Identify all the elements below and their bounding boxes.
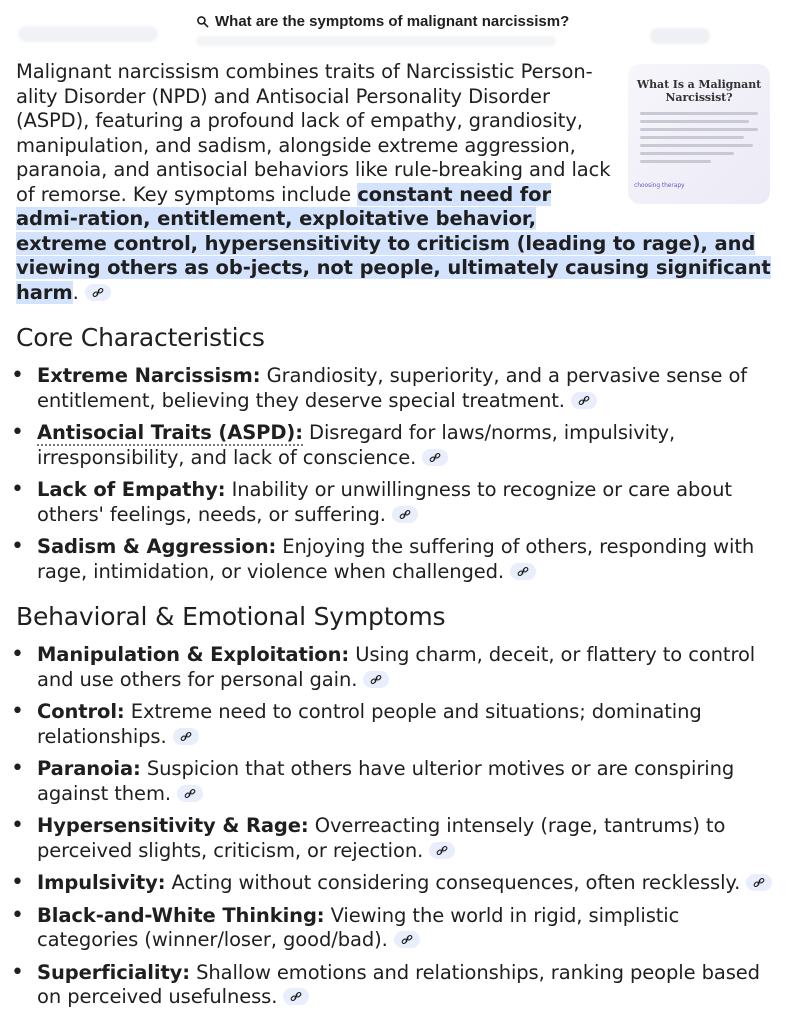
item-text: Viewing the world in rigid, simplistic categories (winner/loser, good/bad). <box>37 903 680 951</box>
item-term: Extreme Narcissism: <box>37 364 261 387</box>
section-heading-behavioral: Behavioral & Emotional Symptoms <box>16 602 446 631</box>
list-item <box>16 478 778 527</box>
item-text: Inability or unwillingness to recognize or care about others' feelings, needs, or suffering. <box>37 478 732 526</box>
list-item <box>16 757 778 806</box>
citation-link-icon[interactable] <box>394 931 420 948</box>
item-text: Using charm, deceit, or flattery to control and use others for personal gain. <box>37 643 756 691</box>
behavioral-list <box>16 643 778 1010</box>
item-term: Sadism & Aggression: <box>37 535 277 558</box>
item-text: Disregard for laws/norms, impulsivity, irresponsibility, and lack of conscience. <box>37 421 676 469</box>
list-item <box>16 961 778 1010</box>
list-item <box>16 904 778 953</box>
section-heading-core: Core Characteristics <box>16 323 265 352</box>
item-text: Extreme need to control people and situations; dominating relationships. <box>37 700 702 748</box>
citation-link-icon[interactable] <box>283 988 309 1005</box>
citation-link-icon[interactable] <box>363 671 389 688</box>
thumbnail-source: choosing therapy <box>634 181 685 189</box>
citation-link-icon[interactable] <box>429 842 455 859</box>
item-term: Impulsivity: <box>37 871 166 894</box>
item-text: Overreacting intensely (rage, tantrums) to perceived slights, criticism, or rejection. <box>37 814 726 862</box>
item-term-link[interactable]: Antisocial Traits (ASPD): <box>37 421 303 444</box>
item-term: Lack of Empathy: <box>37 478 226 501</box>
thumbnail-title: What Is a Malignant Narcissist? <box>636 78 762 104</box>
thumbnail-text-lines <box>640 112 758 163</box>
item-text: Suspicion that others have ulterior motives or are conspiring against them. <box>37 757 735 805</box>
item-term: Hypersensitivity & Rage: <box>37 814 309 837</box>
core-list <box>16 364 778 584</box>
list-item <box>16 535 778 584</box>
citation-link-icon[interactable] <box>173 728 199 745</box>
item-text: Shallow emotions and relationships, ranking people based on perceived usefulness. <box>37 960 760 1008</box>
list-item <box>16 871 778 896</box>
summary-text: Malignant narcissism combines traits of Narcissistic Person-ality Disorder (NPD) and Antisocial Personality Disorder (ASPD), featuring a profound lack of empathy, grandiosity, manipulation, and sadism, alongside extreme aggression, paranoia, and antisocial behaviors like rule-breaking and lack of remorse. Key symptoms include <box>16 60 611 206</box>
blurred-actions[interactable] <box>650 28 710 44</box>
top-bar <box>0 0 786 52</box>
summary-highlight: constant need for admi-ration, entitlement, exploitative behavior, extreme control, hypersensitivity to criticism (leading to rage), and viewing others as ob-jects, not people, ultimately causing significant harm <box>16 182 771 304</box>
citation-link-icon[interactable] <box>392 506 418 523</box>
citation-link-icon[interactable] <box>177 785 203 802</box>
search-query-text: What are the symptoms of malignant narcissism? <box>215 12 570 30</box>
item-text: Grandiosity, superiority, and a pervasive sense of entitlement, believing they deserve special treatment. <box>37 364 748 412</box>
item-term: Control: <box>37 700 125 723</box>
citation-link-icon[interactable] <box>746 874 772 891</box>
list-item <box>16 700 778 749</box>
item-term: Black-and-White Thinking: <box>37 903 325 927</box>
search-query[interactable] <box>196 10 569 32</box>
list-item <box>16 364 778 413</box>
list-item <box>16 814 778 863</box>
search-icon <box>196 15 209 28</box>
item-term: Paranoia: <box>37 757 141 780</box>
blurred-back-button[interactable] <box>18 26 158 42</box>
item-term: Superficiality: <box>37 960 190 984</box>
citation-link-icon[interactable] <box>85 284 111 301</box>
citation-link-icon[interactable] <box>571 392 597 409</box>
blurred-subheader <box>196 36 556 46</box>
overview-summary <box>16 60 778 305</box>
item-term: Manipulation & Exploitation: <box>37 643 350 666</box>
citation-link-icon[interactable] <box>422 449 448 466</box>
item-text: Enjoying the suffering of others, responding with rage, intimidation, or violence when challenged. <box>37 535 755 583</box>
ai-overview <box>16 60 778 1018</box>
item-text: Acting without considering consequences, often recklessly. <box>171 871 741 894</box>
source-thumbnail[interactable] <box>628 64 770 204</box>
citation-link-icon[interactable] <box>510 563 536 580</box>
list-item <box>16 421 778 470</box>
summary-end: . <box>72 280 79 304</box>
list-item <box>16 643 778 692</box>
